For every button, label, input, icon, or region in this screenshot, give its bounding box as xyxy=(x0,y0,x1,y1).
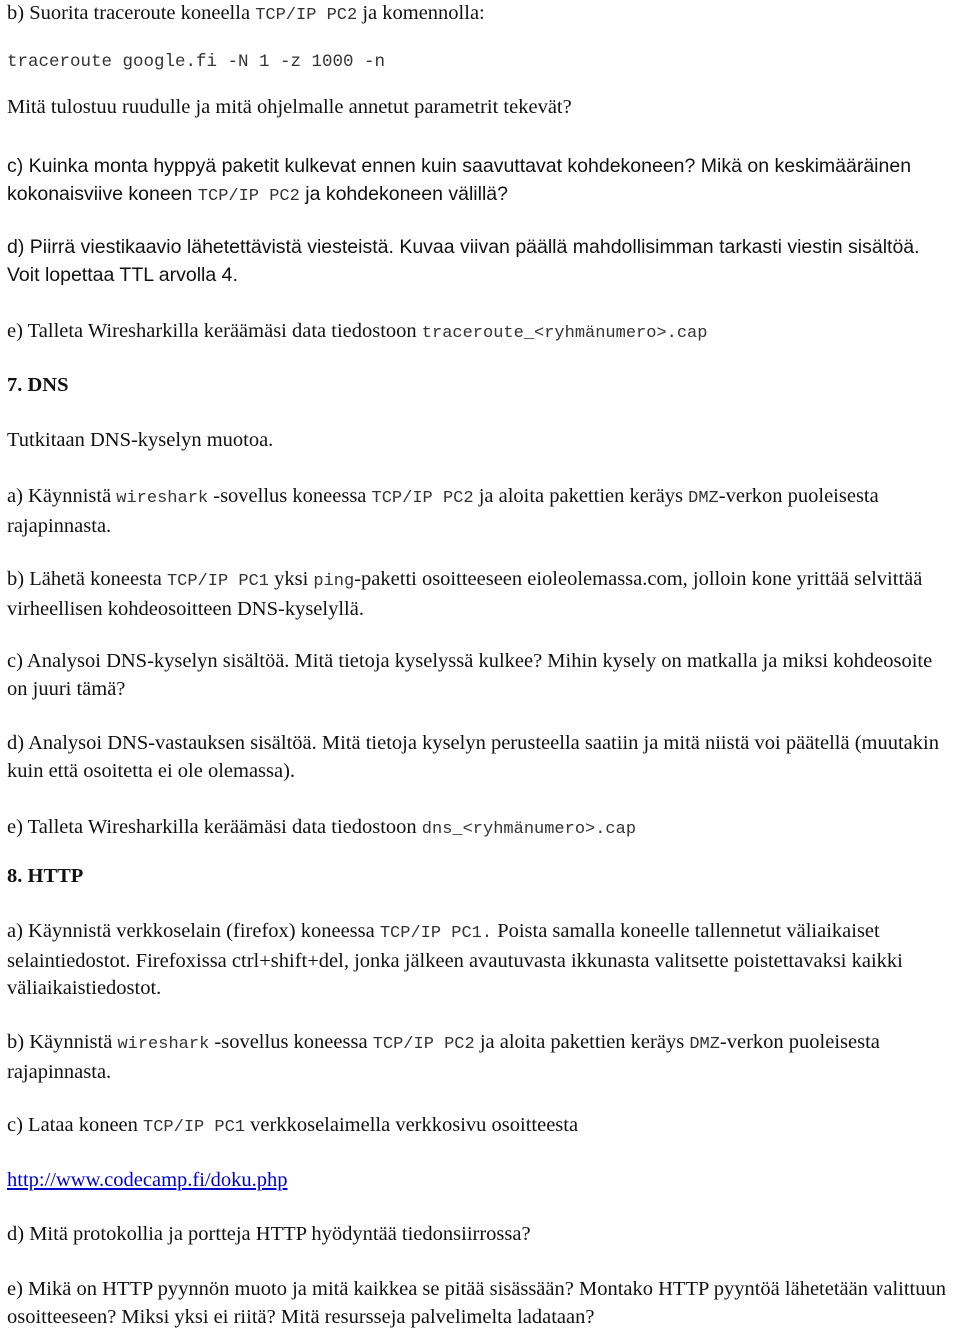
code-host-name: TCP/IP PC2 xyxy=(255,6,358,25)
code-host-name: TCP/IP PC2 xyxy=(371,489,474,508)
question-8b: b) Käynnistä wireshark -sovellus koneessa TCP/IP PC2 ja aloita pakettien keräys DMZ-verkon puoleisesta rajapinnasta. xyxy=(7,1031,880,1083)
code-host-name: TCP/IP PC2 xyxy=(197,186,300,206)
code-host-name: TCP/IP PC2 xyxy=(372,1035,475,1054)
code-program-name: wireshark xyxy=(117,1035,210,1054)
question-8d: d) Mitä protokollia ja portteja HTTP hyödyntää tiedonsiirrossa? xyxy=(7,1223,531,1245)
question-7b: b) Lähetä koneesta TCP/IP PC1 yksi ping-paketti osoitteeseen eioleolemassa.com, jolloin kone yrittää selvittää virheellisen kohdeosoitteen DNS-kyselyllä. xyxy=(7,568,923,620)
question-6b-followup: Mitä tulostuu ruudulle ja mitä ohjelmalle annetut parametrit tekevät? xyxy=(7,96,572,118)
question-6c xyxy=(7,153,957,210)
code-network-name: DMZ xyxy=(689,1035,720,1054)
traceroute-command: traceroute google.fi -N 1 -z 1000 -n xyxy=(7,52,386,72)
question-8c: c) Lataa koneen TCP/IP PC1 verkkoselaimella verkkosivu osoitteesta xyxy=(7,1114,579,1137)
question-7e: e) Talleta Wiresharkilla keräämäsi data tiedostoon dns_<ryhmänumero>.cap xyxy=(7,816,637,839)
question-6b-text: b) Suorita traceroute koneella xyxy=(7,2,256,24)
code-host-name: TCP/IP PC1 xyxy=(166,572,269,591)
section-7-heading: 7. DNS xyxy=(7,374,69,396)
question-6c-text: c) Kuinka monta hyppyä paketit kulkevat ennen kuin saavuttavat kohdekoneen? Mikä on keskimääräinen kokonaisviive koneen xyxy=(7,155,912,205)
codecamp-link[interactable]: http://www.codecamp.fi/doku.php xyxy=(7,1169,288,1191)
question-6e xyxy=(7,318,957,348)
question-6b xyxy=(7,0,957,30)
codecamp-link-line xyxy=(7,1167,957,1195)
question-7d: d) Analysoi DNS-vastauksen sisältöä. Mitä tietoja kyselyn perusteella saatiin ja mitä niistä voi päätellä (muutakin kuin että osoitetta ei ole olemassa). xyxy=(7,732,939,782)
code-network-name: DMZ xyxy=(688,489,719,508)
code-host-name: TCP/IP PC1 xyxy=(143,1118,246,1137)
code-program-name: wireshark xyxy=(116,489,209,508)
code-command-name: ping xyxy=(313,572,355,591)
question-6d: d) Piirrä viestikaavio lähetettävistä viesteistä. Kuvaa viivan päällä mahdollisimman tarkasti viestin sisältöä. Voit lopettaa TTL arvolla 4. xyxy=(7,236,920,286)
section-7-intro: Tutkitaan DNS-kyselyn muotoa. xyxy=(7,429,274,451)
question-8a: a) Käynnistä verkkoselain (firefox) koneessa TCP/IP PC1. Poista samalla koneelle tallennetut väliaikaiset selaintiedostot. Firefoxissa ctrl+shift+del, jonka jälkeen avautuvasta ikkunasta valitsette poistettavaksi kaikki väliaikaistiedostot. xyxy=(7,920,903,999)
question-7c: c) Analysoi DNS-kyselyn sisältöä. Mitä tietoja kyselyssä kulkee? Mihin kysely on matkalla ja miksi kohdeosoite on juuri tämä? xyxy=(7,650,933,700)
question-6c-text-end: ja kohdekoneen välillä? xyxy=(299,182,508,205)
question-6e-text: e) Talleta Wiresharkilla keräämäsi data tiedostoon xyxy=(7,320,422,342)
question-8e: e) Mikä on HTTP pyynnön muoto ja mitä kaikkea se pitää sisässään? Montako HTTP pyyntöä lähetetään valittuun osoitteeseen? Miksi yksi ei riitä? Mitä resursseja palvelimelta ladataan? xyxy=(7,1278,946,1328)
section-8-heading: 8. HTTP xyxy=(7,865,84,887)
code-host-name: TCP/IP PC1. xyxy=(379,924,493,943)
question-7a: a) Käynnistä wireshark -sovellus koneessa TCP/IP PC2 ja aloita pakettien keräys DMZ-verkon puoleisesta rajapinnasta. xyxy=(7,485,879,537)
code-file-name: traceroute_<ryhmänumero>.cap xyxy=(421,324,708,343)
code-file-name: dns_<ryhmänumero>.cap xyxy=(421,820,637,839)
question-6b-text-end: ja komennolla: xyxy=(357,2,485,24)
